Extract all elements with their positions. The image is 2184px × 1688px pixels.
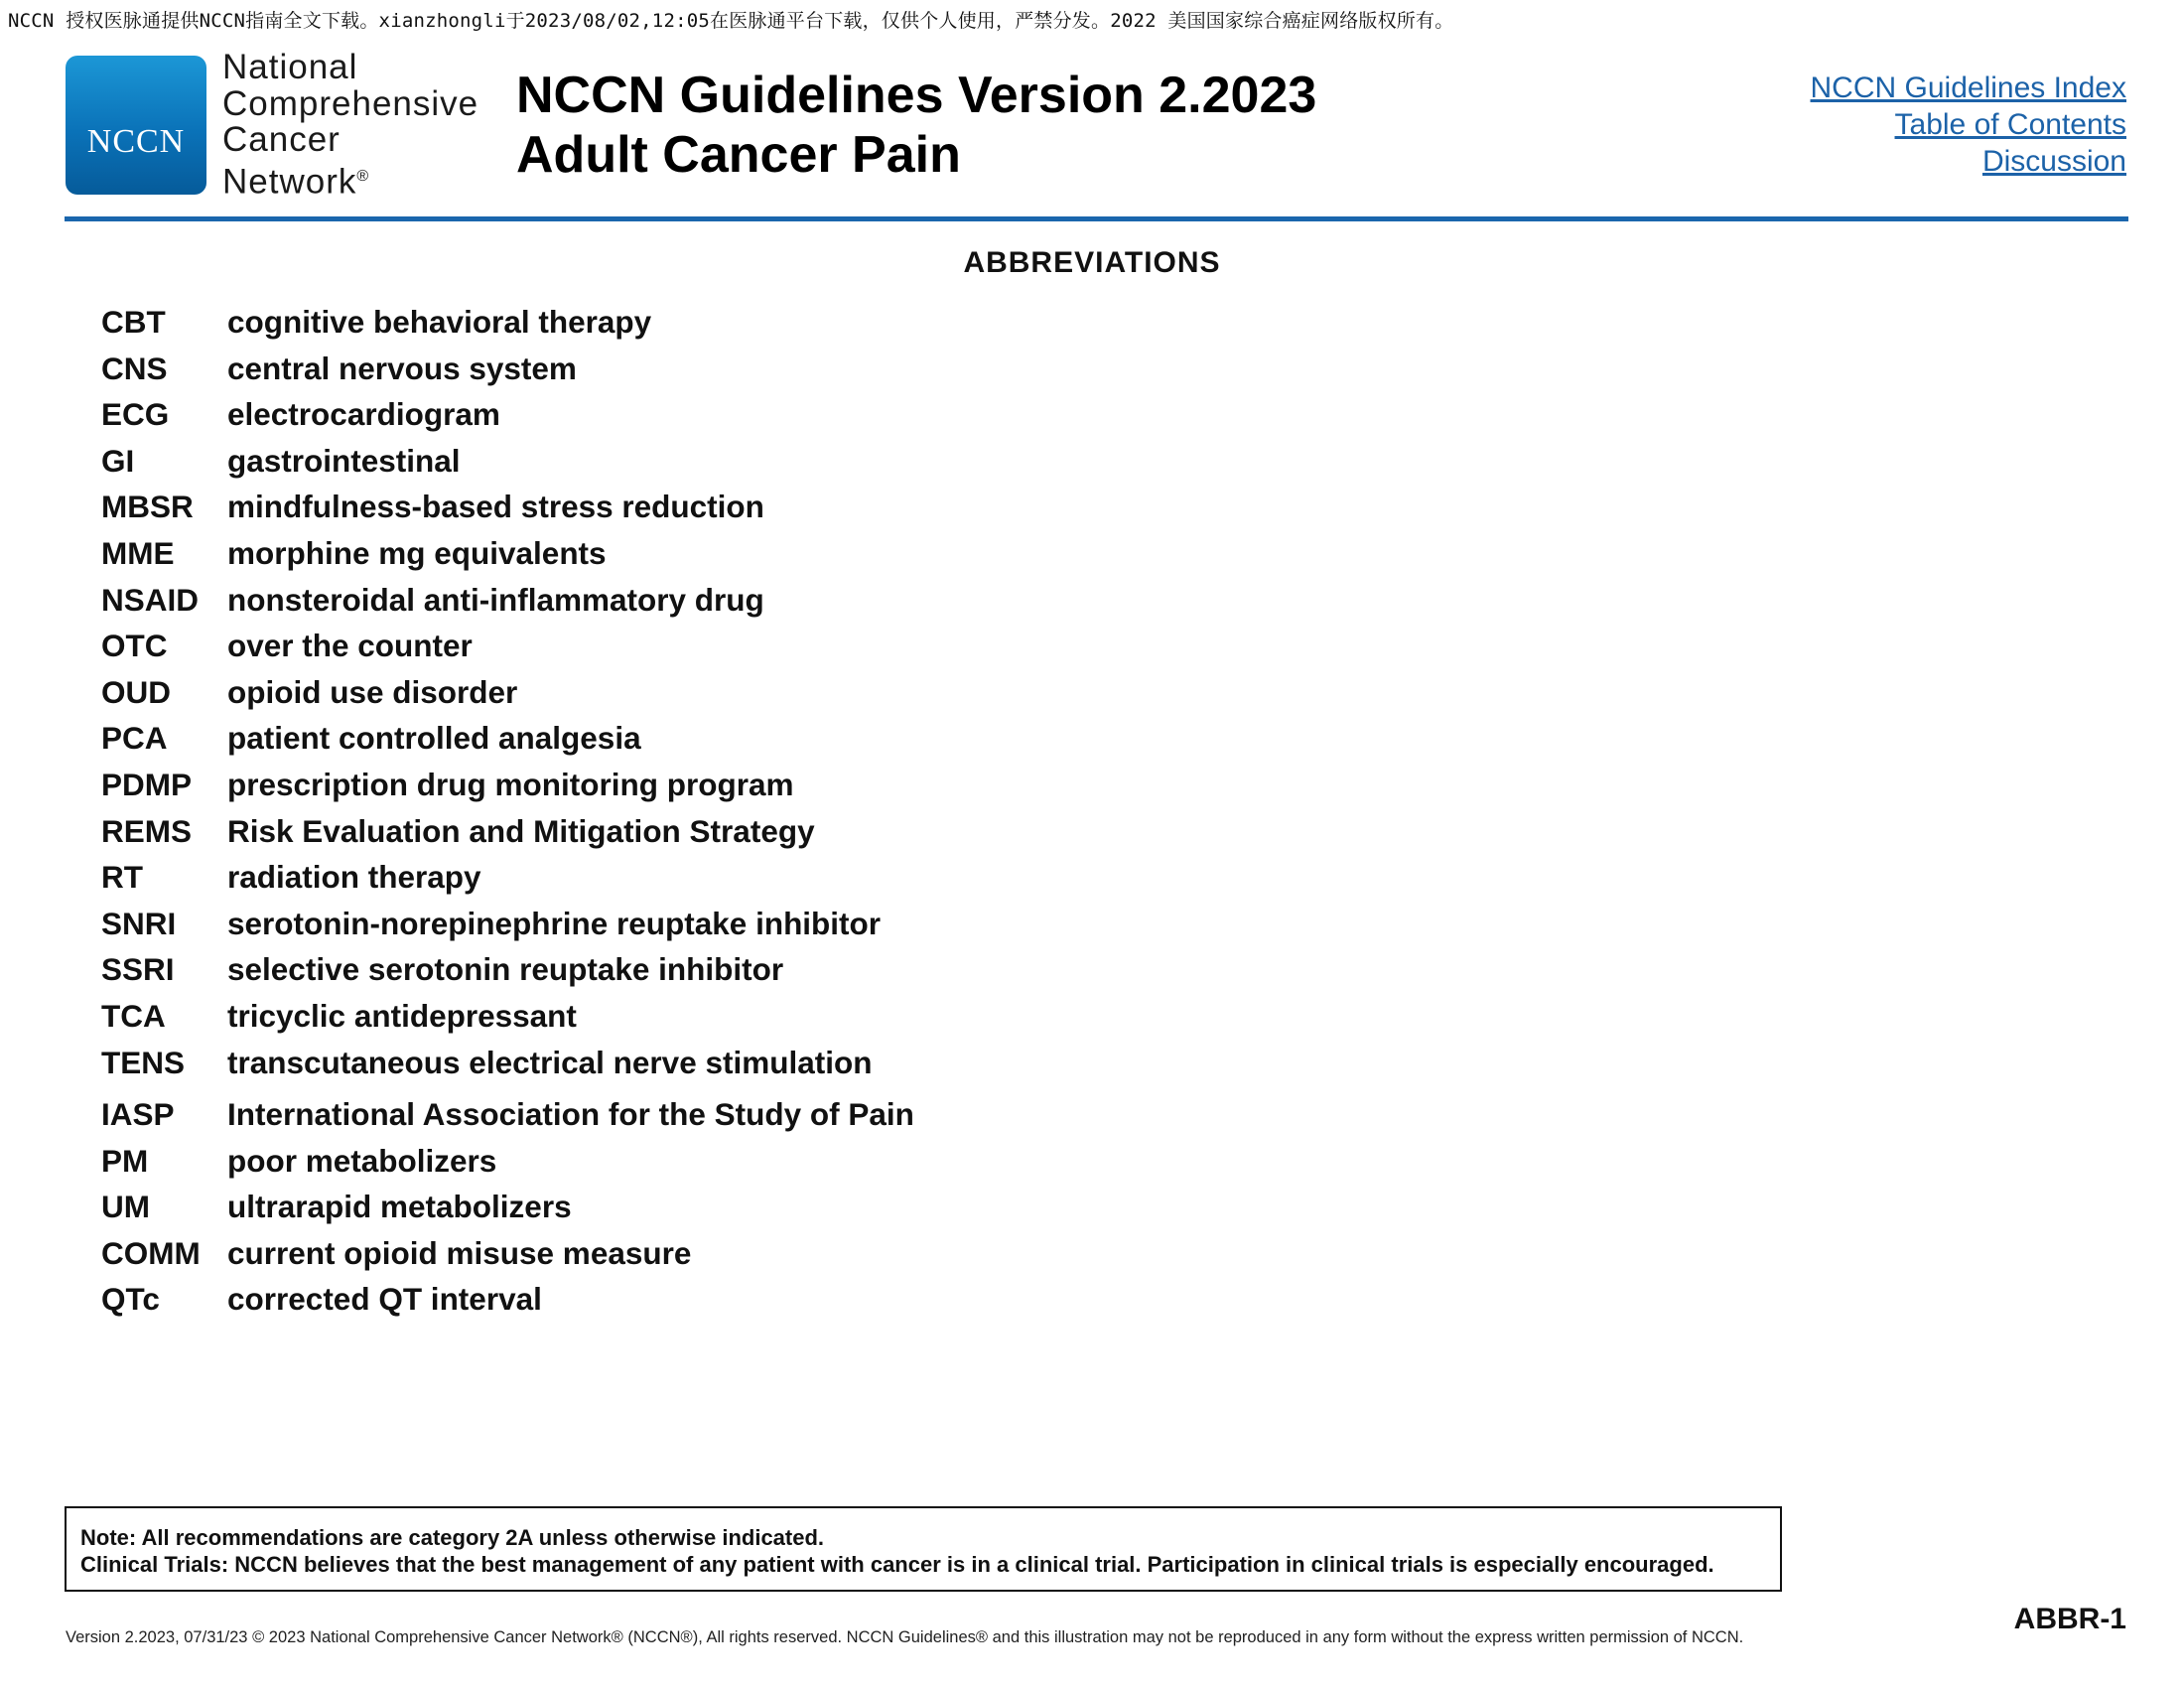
abbreviation-code: PDMP [101, 766, 193, 802]
abbreviation-definition: cognitive behavioral therapy [227, 304, 652, 340]
abbreviation-definition: electrocardiogram [227, 396, 500, 433]
abbreviation-code: TENS [101, 1044, 186, 1080]
table-of-contents-link[interactable]: Table of Contents [1894, 108, 2126, 141]
abbreviation-definition: poor metabolizers [227, 1142, 497, 1179]
org-line-comprehensive: Comprehensive [222, 83, 479, 123]
download-watermark: NCCN 授权医脉通提供NCCN指南全文下载。xianzhongli于2023/08/02,12:05在医脉通平台下载，仅供个人使用，严禁分发。2022 美国国家综合癌症网络版权所有。 [8, 10, 1454, 32]
abbreviation-definition: central nervous system [227, 350, 577, 386]
abbreviation-code: COMM [101, 1234, 201, 1271]
org-line-national: National [222, 48, 358, 86]
guidelines-index-link[interactable]: NCCN Guidelines Index [1810, 71, 2126, 104]
nccn-logo [66, 56, 206, 195]
guideline-version-title: NCCN Guidelines Version 2.2023 [516, 67, 1317, 124]
org-line-cancer: Cancer [222, 120, 341, 159]
abbreviation-code: UM [101, 1189, 150, 1225]
org-line-network [222, 159, 478, 201]
abbreviation-definition: over the counter [227, 628, 473, 664]
note-box [65, 1506, 1782, 1592]
abbreviation-code: QTc [101, 1281, 160, 1318]
abbreviation-code: CNS [101, 350, 168, 386]
guideline-navigation [1811, 70, 2126, 180]
page-identifier: ABBR-1 [2013, 1603, 2126, 1635]
abbreviation-definition: morphine mg equivalents [227, 534, 607, 571]
clinical-trials-note: Clinical Trials: NCCN believes that the best management of any patient with cancer is in a clinical trial. Participation in clinical trials is especially encouraged. [80, 1552, 1714, 1577]
abbreviation-definition: transcutaneous electrical nerve stimulation [227, 1044, 873, 1080]
abbreviation-definition: serotonin-norepinephrine reuptake inhibitor [227, 905, 882, 941]
abbreviation-code: GI [101, 442, 135, 479]
abbreviation-code: PCA [101, 720, 168, 757]
abbreviation-definition: Risk Evaluation and Mitigation Strategy [227, 812, 815, 849]
organization-name [222, 50, 478, 201]
registered-mark: ® [356, 167, 370, 185]
abbreviation-code: MBSR [101, 489, 194, 525]
abbreviation-code: RT [101, 859, 143, 896]
discussion-link[interactable]: Discussion [1981, 145, 2126, 178]
category-note: Note: All recommendations are category 2A unless otherwise indicated. [80, 1525, 825, 1550]
abbreviation-definition: patient controlled analgesia [227, 720, 641, 757]
abbreviation-code: REMS [101, 812, 193, 849]
abbreviation-definition: gastrointestinal [227, 442, 461, 479]
abbreviation-code: IASP [101, 1096, 175, 1133]
page-title [516, 66, 1316, 185]
abbreviation-code: PM [101, 1142, 149, 1179]
abbreviation-code: SNRI [101, 905, 177, 941]
abbreviation-code: ECG [101, 396, 170, 433]
abbreviation-definition: corrected QT interval [227, 1281, 542, 1318]
abbreviation-definition: selective serotonin reuptake inhibitor [227, 951, 784, 988]
guideline-topic-title: Adult Cancer Pain [516, 126, 961, 184]
abbreviation-definition: radiation therapy [227, 859, 481, 896]
abbreviation-definition: ultrarapid metabolizers [227, 1189, 572, 1225]
abbreviation-definition: nonsteroidal anti-inflammatory drug [227, 581, 764, 618]
section-heading: ABBREVIATIONS [963, 246, 1221, 279]
abbreviation-definition: prescription drug monitoring program [227, 766, 794, 802]
abbreviation-code: OUD [101, 673, 171, 710]
abbreviation-code: TCA [101, 997, 166, 1034]
abbreviation-definition: current opioid misuse measure [227, 1234, 692, 1271]
logo-text: NCCN [86, 123, 186, 160]
abbreviation-definition: International Association for the Study of Pain [227, 1096, 914, 1133]
abbreviation-definition: opioid use disorder [227, 673, 518, 710]
abbreviation-code: SSRI [101, 951, 175, 988]
abbreviation-code: OTC [101, 628, 168, 664]
abbreviation-code: CBT [101, 304, 166, 340]
org-line-network-text: Network [222, 162, 357, 202]
header-divider [65, 216, 2128, 221]
copyright-footer: Version 2.2023, 07/31/23 © 2023 National Comprehensive Cancer Network® (NCCN®), All rights reserved. NCCN Guidelines® and this illustration may not be reproduced in any form without the express written permission of NCCN. [66, 1628, 1744, 1646]
abbreviation-code: MME [101, 534, 175, 571]
abbreviation-code: NSAID [101, 581, 200, 618]
abbreviation-definition: mindfulness-based stress reduction [227, 489, 764, 525]
abbreviation-definition: tricyclic antidepressant [227, 997, 577, 1034]
